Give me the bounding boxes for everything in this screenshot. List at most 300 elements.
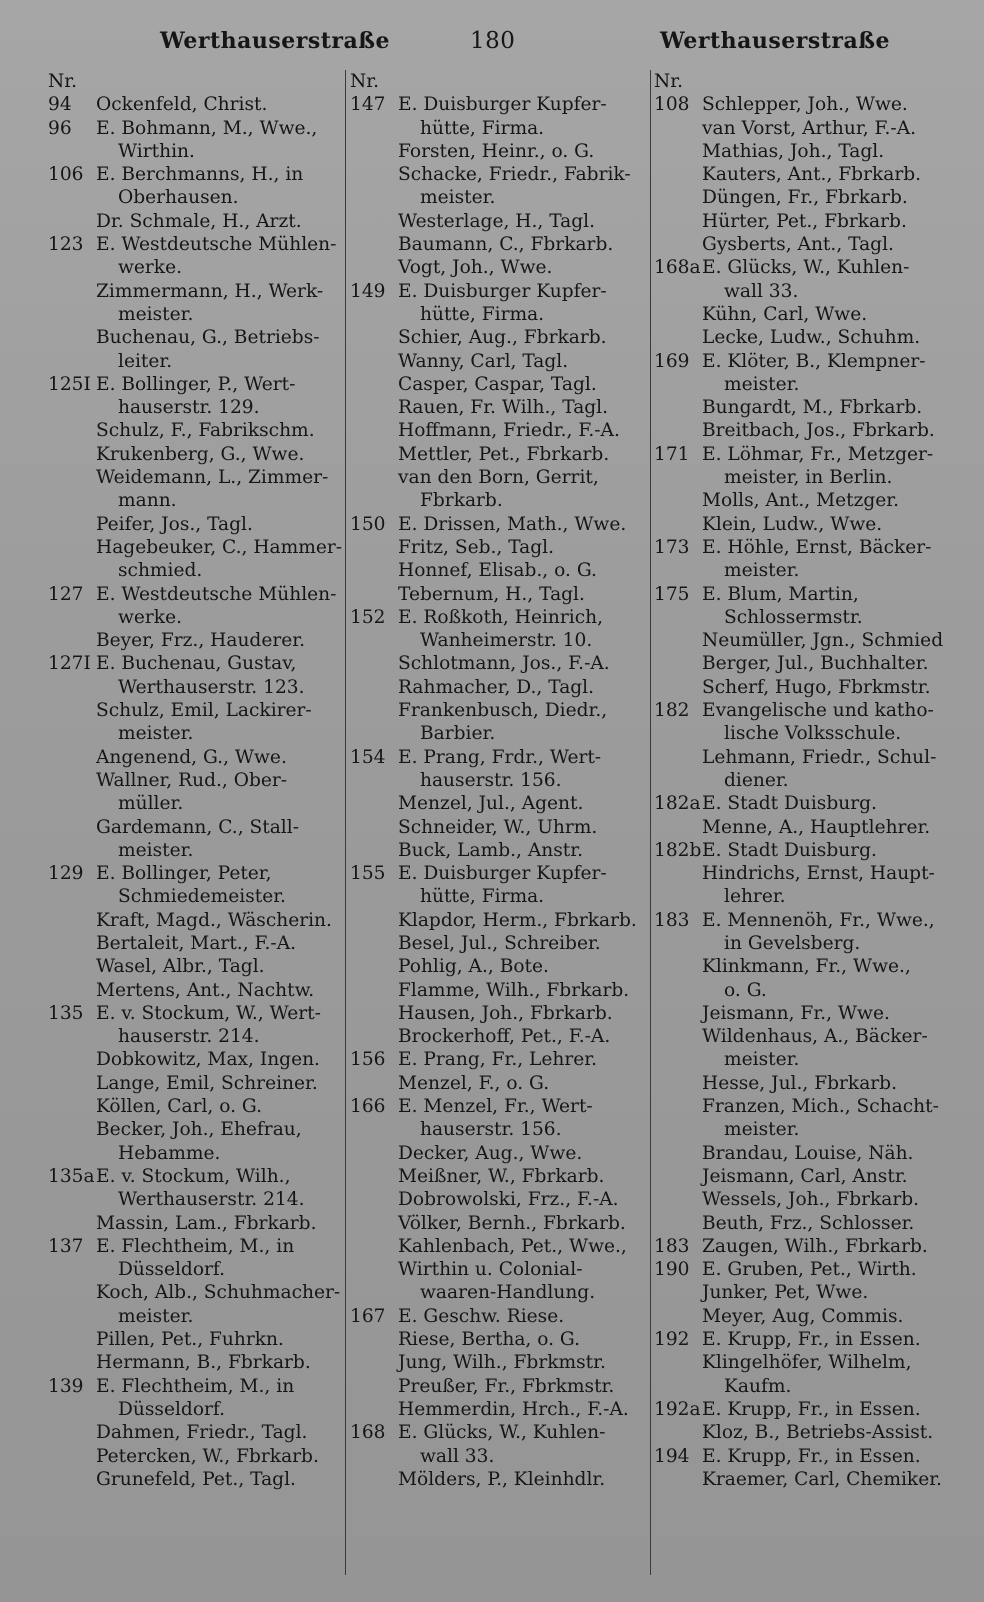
resident-entry: Wanny, Carl, Tagl.	[398, 350, 569, 372]
house-number: 127	[48, 583, 84, 605]
resident-entry: Dobkowitz, Max, Ingen.	[96, 1049, 320, 1071]
directory-line	[350, 443, 650, 466]
house-number: Nr.	[48, 71, 78, 92]
house-number: 96	[48, 117, 72, 139]
resident-entry: E. Flechtheim, M., in	[96, 1375, 295, 1397]
house-number: 183	[654, 909, 690, 931]
resident-entry: Mettler, Pet., Fbrkarb.	[398, 443, 610, 465]
resident-entry: Kloz, B., Betriebs-Assist.	[702, 1422, 934, 1444]
directory-line	[350, 816, 650, 839]
directory-line	[654, 210, 954, 233]
directory-line	[654, 1072, 954, 1095]
resident-entry: meister.	[724, 560, 800, 582]
resident-entry: Preußer, Fr., Fbrkmstr.	[398, 1375, 615, 1397]
resident-entry: Kauters, Ant., Fbrkarb.	[702, 164, 922, 186]
directory-line	[48, 1421, 338, 1444]
directory-line	[48, 93, 338, 116]
house-number: 156	[350, 1049, 386, 1071]
resident-entry: meister.	[118, 1305, 194, 1327]
resident-entry: Kühn, Carl, Wwe.	[702, 303, 868, 325]
directory-line	[48, 722, 338, 745]
house-number: 139	[48, 1375, 84, 1397]
header-street-right: Werthauserstraße	[660, 28, 890, 54]
resident-entry: E. Menzel, Fr., Wert-	[398, 1096, 593, 1118]
directory-line	[48, 210, 338, 233]
directory-line	[48, 1281, 341, 1304]
resident-entry: Wirthin u. Colonial-	[398, 1259, 583, 1281]
resident-entry: E. Glücks, W., Kuhlen-	[702, 257, 910, 279]
resident-entry: Petercken, W., Fbrkarb.	[96, 1445, 319, 1467]
resident-entry: van Vorst, Arthur, F.-A.	[702, 117, 917, 139]
directory-line	[48, 583, 338, 606]
directory-line	[350, 1445, 650, 1468]
resident-entry: Mertens, Ant., Nachtw.	[96, 979, 315, 1001]
resident-entry: Lehmann, Friedr., Schul-	[702, 746, 937, 768]
directory-line	[48, 1375, 338, 1398]
directory-line	[350, 909, 650, 932]
directory-line	[654, 699, 954, 722]
directory-line	[654, 676, 954, 699]
house-number: 167	[350, 1305, 386, 1327]
directory-line	[350, 979, 650, 1002]
resident-entry: schmied.	[118, 560, 203, 582]
directory-line	[48, 1025, 338, 1048]
house-number: 155	[350, 863, 386, 885]
directory-line	[350, 885, 650, 908]
resident-entry: E. Flechtheim, M., in	[96, 1235, 295, 1257]
resident-entry: Junker, Pet, Wwe.	[702, 1282, 869, 1304]
resident-entry: Fbrkarb.	[420, 490, 503, 512]
resident-entry: hütte, Firma.	[420, 117, 545, 139]
resident-entry: E. Westdeutsche Mühlen-	[96, 583, 337, 605]
resident-entry: leiter.	[118, 350, 173, 372]
resident-entry: E. Drissen, Math., Wwe.	[398, 513, 627, 535]
resident-entry: meister.	[724, 1119, 800, 1141]
directory-line	[654, 1375, 954, 1398]
directory-line	[48, 396, 338, 419]
directory-line	[48, 1328, 338, 1351]
resident-entry: Schacke, Friedr., Fabrik-	[398, 164, 631, 186]
resident-entry: E. Krupp, Fr., in Essen.	[702, 1445, 921, 1467]
resident-entry: Klein, Ludw., Wwe.	[702, 513, 883, 535]
directory-line	[350, 256, 650, 279]
resident-entry: lehrer.	[724, 886, 786, 908]
directory-line	[654, 536, 954, 559]
resident-entry: Beuth, Frz., Schlosser.	[702, 1212, 915, 1234]
resident-entry: mann.	[118, 490, 177, 512]
column-divider	[345, 70, 346, 1575]
resident-entry: Zimmermann, H., Werk-	[96, 280, 324, 302]
house-number: 192	[654, 1329, 690, 1351]
house-number: 173	[654, 536, 690, 558]
directory-line	[654, 373, 954, 396]
directory-line	[350, 419, 650, 442]
resident-entry: Bungardt, M., Fbrkarb.	[702, 397, 923, 419]
directory-line	[48, 303, 338, 326]
resident-entry: hütte, Firma.	[420, 303, 545, 325]
directory-line	[350, 583, 650, 606]
house-number: 166	[350, 1096, 386, 1118]
resident-entry: Pohlig, A., Bote.	[398, 956, 549, 978]
directory-line	[350, 93, 650, 116]
resident-entry: lische Volksschule.	[724, 723, 902, 745]
resident-entry: Grunefeld, Pet., Tagl.	[96, 1468, 296, 1490]
resident-entry: Buck, Lamb., Anstr.	[398, 839, 584, 861]
directory-line	[48, 1048, 338, 1071]
directory-line	[350, 676, 650, 699]
resident-entry: Jung, Wilh., Fbrkmstr.	[398, 1352, 606, 1374]
directory-line	[654, 885, 954, 908]
directory-line	[654, 256, 954, 279]
directory-line	[654, 1002, 954, 1025]
resident-entry: Hürter, Pet., Fbrkarb.	[702, 210, 907, 232]
directory-line	[48, 1305, 338, 1328]
resident-entry: Koch, Alb., Schuhmacher-	[96, 1282, 341, 1304]
resident-entry: E. Bollinger, Peter,	[96, 863, 272, 885]
resident-entry: Evangelische und katho-	[702, 700, 934, 722]
resident-entry: Lecke, Ludw., Schuhm.	[702, 327, 921, 349]
page-number: 180	[470, 28, 516, 54]
directory-line	[350, 1351, 650, 1374]
directory-line	[350, 606, 650, 629]
directory-line	[654, 233, 954, 256]
directory-line	[48, 1142, 338, 1165]
directory-line	[654, 443, 954, 466]
directory-line	[48, 699, 338, 722]
house-number: 149	[350, 280, 386, 302]
resident-entry: Dahmen, Friedr., Tagl.	[96, 1422, 308, 1444]
house-number: 168	[350, 1422, 386, 1444]
directory-line	[654, 955, 954, 978]
directory-line	[350, 350, 650, 373]
resident-entry: Schier, Aug., Fbrkarb.	[398, 327, 607, 349]
directory-line	[48, 466, 338, 489]
resident-entry: E. Prang, Frdr., Wert-	[398, 746, 602, 768]
house-number: 154	[350, 746, 386, 768]
directory-line	[654, 862, 954, 885]
directory-line	[350, 1468, 650, 1491]
page-header	[0, 22, 984, 58]
directory-line	[350, 1212, 650, 1235]
house-number: 194	[654, 1445, 690, 1467]
directory-line	[48, 1165, 338, 1188]
resident-entry: Schmiedemeister.	[118, 886, 286, 908]
directory-line	[654, 583, 954, 606]
resident-entry: Kaufm.	[724, 1375, 792, 1397]
house-number: Nr.	[350, 71, 380, 92]
resident-entry: Westerlage, H., Tagl.	[398, 210, 596, 232]
resident-entry: Schlossermstr.	[724, 606, 863, 628]
resident-entry: Scherf, Hugo, Fbrkmstr.	[702, 676, 931, 698]
resident-entry: meister.	[420, 187, 496, 209]
directory-line	[48, 373, 338, 396]
directory-line	[350, 186, 650, 209]
directory-line	[654, 326, 954, 349]
directory-line	[350, 1025, 650, 1048]
directory-line	[654, 629, 954, 652]
resident-entry: Vogt, Joh., Wwe.	[398, 257, 553, 279]
resident-entry: Brandau, Louise, Näh.	[702, 1142, 914, 1164]
directory-line	[48, 1468, 338, 1491]
resident-entry: Krukenberg, G., Wwe.	[96, 443, 305, 465]
directory-line	[654, 1328, 954, 1351]
resident-entry: Kraft, Magd., Wäscherin.	[96, 909, 332, 931]
house-number: 123	[48, 234, 84, 256]
directory-line	[350, 233, 650, 256]
directory-line	[654, 559, 954, 582]
directory-line	[350, 117, 650, 140]
directory-line	[654, 513, 954, 536]
directory-line	[654, 652, 954, 675]
directory-line	[48, 1212, 338, 1235]
resident-entry: Düsseldorf.	[118, 1398, 226, 1420]
directory-line	[350, 862, 650, 885]
resident-entry: Werthauserstr. 214.	[118, 1189, 305, 1211]
resident-entry: E. Glücks, W., Kuhlen-	[398, 1422, 606, 1444]
directory-line	[654, 1305, 954, 1328]
resident-entry: Hermann, B., Fbrkarb.	[96, 1352, 311, 1374]
column-divider	[650, 70, 651, 1575]
house-number: 147	[350, 94, 386, 116]
resident-entry: Mathias, Joh., Tagl.	[702, 140, 885, 162]
directory-line	[654, 140, 954, 163]
resident-entry: Klinkmann, Fr., Wwe.,	[702, 956, 911, 978]
resident-entry: Meißner, W., Fbrkarb.	[398, 1165, 605, 1187]
directory-line	[350, 955, 650, 978]
directory-line	[350, 489, 650, 512]
resident-entry: meister.	[118, 723, 194, 745]
house-number: 183	[654, 1235, 690, 1257]
resident-entry: Forsten, Heinr., o. G.	[398, 140, 595, 162]
resident-entry: Menzel, F., o. G.	[398, 1072, 550, 1094]
resident-entry: E. Höhle, Ernst, Bäcker-	[702, 536, 932, 558]
directory-line	[654, 839, 954, 862]
house-number: 182a	[654, 793, 701, 815]
directory-line	[350, 1142, 650, 1165]
directory-line	[654, 466, 954, 489]
resident-entry: Massin, Lam., Fbrkarb.	[96, 1212, 317, 1234]
directory-line	[48, 513, 338, 536]
house-number: 106	[48, 164, 84, 186]
house-number: 94	[48, 94, 72, 116]
directory-line	[654, 489, 954, 512]
header-street-left: Werthauserstraße	[160, 28, 390, 54]
resident-entry: E. v. Stockum, Wilh.,	[96, 1165, 291, 1187]
directory-line	[48, 1445, 338, 1468]
directory-line	[48, 419, 338, 442]
resident-entry: Düngen, Fr., Fbrkarb.	[702, 187, 908, 209]
resident-entry: wall 33.	[420, 1445, 495, 1467]
directory-line	[654, 792, 954, 815]
resident-entry: Beyer, Frz., Hauderer.	[96, 630, 305, 652]
resident-entry: Tebernum, H., Tagl.	[398, 583, 585, 605]
directory-line	[350, 326, 650, 349]
directory-line	[48, 979, 338, 1002]
directory-line	[350, 536, 650, 559]
resident-entry: Hemmerdin, Hrch., F.-A.	[398, 1398, 629, 1420]
directory-line	[48, 792, 338, 815]
resident-entry: E. Stadt Duisburg.	[702, 839, 877, 861]
resident-entry: Angenend, G., Wwe.	[96, 746, 287, 768]
resident-entry: Frankenbusch, Diedr.,	[398, 700, 608, 722]
directory-line	[350, 1188, 650, 1211]
resident-entry: E. Berchmanns, H., in	[96, 164, 304, 186]
resident-entry: hauserstr. 156.	[420, 769, 562, 791]
directory-line	[48, 163, 338, 186]
resident-entry: Decker, Aug., Wwe.	[398, 1142, 583, 1164]
directory-line	[48, 233, 338, 256]
resident-entry: E. Bollinger, P., Wert-	[96, 373, 296, 395]
house-number: 137	[48, 1235, 84, 1257]
directory-line	[654, 1468, 954, 1491]
directory-line	[350, 303, 650, 326]
directory-line	[654, 280, 954, 303]
directory-line	[48, 955, 338, 978]
resident-entry: hauserstr. 156.	[420, 1119, 562, 1141]
directory-line	[654, 1048, 954, 1071]
directory-line	[350, 839, 650, 862]
resident-entry: E. Buchenau, Gustav,	[96, 653, 297, 675]
resident-entry: E. Krupp, Fr., in Essen.	[702, 1329, 921, 1351]
directory-line	[654, 93, 954, 116]
house-number: 129	[48, 863, 84, 885]
directory-line	[48, 489, 338, 512]
resident-entry: Hausen, Joh., Fbrkarb.	[398, 1002, 613, 1024]
resident-entry: Rahmacher, D., Tagl.	[398, 676, 595, 698]
resident-entry: Schneider, W., Uhrm.	[398, 816, 598, 838]
resident-entry: Hesse, Jul., Fbrkarb.	[702, 1072, 897, 1094]
directory-line	[350, 140, 650, 163]
resident-entry: Baumann, C., Fbrkarb.	[398, 234, 614, 256]
directory-line	[48, 606, 338, 629]
resident-entry: E. Gruben, Pet., Wirth.	[702, 1259, 917, 1281]
directory-line	[48, 839, 338, 862]
directory-line	[654, 722, 954, 745]
directory-line	[48, 140, 338, 163]
directory-line	[654, 350, 954, 373]
resident-entry: Becker, Joh., Ehefrau,	[96, 1119, 302, 1141]
resident-entry: E. Duisburger Kupfer-	[398, 280, 607, 302]
directory-line	[350, 373, 650, 396]
resident-entry: waaren-Handlung.	[420, 1282, 596, 1304]
resident-entry: Flamme, Wilh., Fbrkarb.	[398, 979, 630, 1001]
directory-line	[48, 1002, 338, 1025]
directory-line	[654, 1025, 954, 1048]
resident-entry: Klingelhöfer, Wilhelm,	[702, 1352, 912, 1374]
directory-line	[350, 163, 650, 186]
resident-entry: E. Duisburger Kupfer-	[398, 863, 607, 885]
directory-line	[48, 652, 338, 675]
directory-line	[654, 1212, 954, 1235]
resident-entry: meister.	[724, 373, 800, 395]
directory-line	[654, 1188, 954, 1211]
resident-entry: Wanheimerstr. 10.	[420, 630, 593, 652]
resident-entry: E. Westdeutsche Mühlen-	[96, 234, 337, 256]
resident-entry: Jeismann, Carl, Anstr.	[702, 1165, 908, 1187]
directory-line	[48, 816, 338, 839]
house-number: Nr.	[654, 71, 684, 92]
resident-entry: Menne, A., Hauptlehrer.	[702, 816, 931, 838]
resident-entry: Breitbach, Jos., Fbrkarb.	[702, 420, 935, 442]
resident-entry: Buchenau, G., Betriebs-	[96, 327, 320, 349]
resident-entry: Barbier.	[420, 723, 496, 745]
directory-line	[48, 186, 338, 209]
directory-line	[350, 466, 650, 489]
resident-entry: Düsseldorf.	[118, 1259, 226, 1281]
directory-line	[654, 746, 954, 769]
resident-entry: werke.	[118, 606, 182, 628]
resident-entry: Lange, Emil, Schreiner.	[96, 1072, 318, 1094]
column-3	[654, 70, 954, 1491]
resident-entry: Wildenhaus, A., Bäcker-	[702, 1026, 928, 1048]
resident-entry: E. Löhmar, Fr., Metzger-	[702, 443, 934, 465]
directory-line	[48, 1258, 338, 1281]
directory-line	[350, 1328, 650, 1351]
house-number: 127I	[48, 653, 91, 675]
resident-entry: Zaugen, Wilh., Fbrkarb.	[702, 1235, 928, 1257]
directory-line	[654, 1445, 954, 1468]
directory-line	[48, 769, 338, 792]
directory-line	[48, 1235, 338, 1258]
resident-entry: o. G.	[724, 979, 767, 1001]
directory-line	[654, 396, 954, 419]
directory-line	[654, 932, 954, 955]
resident-entry: van den Born, Gerrit,	[398, 467, 599, 489]
resident-entry: Molls, Ant., Metzger.	[702, 490, 900, 512]
directory-line	[48, 1351, 338, 1374]
directory-line	[350, 1118, 650, 1141]
directory-line	[654, 1258, 954, 1281]
directory-line	[48, 536, 343, 559]
resident-entry: Wallner, Rud., Ober-	[96, 769, 288, 791]
directory-line	[654, 1095, 954, 1118]
house-number: 192a	[654, 1398, 701, 1420]
resident-entry: Riese, Bertha, o. G.	[398, 1329, 581, 1351]
resident-entry: Schlotmann, Jos., F.-A.	[398, 653, 610, 675]
resident-entry: E. Stadt Duisburg.	[702, 793, 877, 815]
resident-entry: Völker, Bernh., Fbrkarb.	[398, 1212, 626, 1234]
directory-line	[350, 1048, 650, 1071]
resident-entry: Gardemann, C., Stall-	[96, 816, 299, 838]
resident-entry: in Gevelsberg.	[724, 932, 861, 954]
directory-line	[654, 117, 954, 140]
directory-line	[654, 70, 954, 93]
directory-line	[350, 396, 650, 419]
directory-line	[48, 70, 338, 93]
directory-line	[350, 1281, 650, 1304]
house-number: 182	[654, 700, 690, 722]
resident-entry: müller.	[118, 793, 184, 815]
resident-entry: Hindrichs, Ernst, Haupt-	[702, 863, 935, 885]
directory-line	[48, 280, 338, 303]
resident-entry: Fritz, Seb., Tagl.	[398, 536, 555, 558]
resident-entry: Peifer, Jos., Tagl.	[96, 513, 253, 535]
directory-line	[654, 1421, 954, 1444]
directory-line	[48, 1398, 338, 1421]
resident-entry: Besel, Jul., Schreiber.	[398, 932, 601, 954]
resident-entry: Jeismann, Fr., Wwe.	[702, 1002, 890, 1024]
directory-line	[48, 1118, 338, 1141]
directory-line	[654, 769, 954, 792]
directory-line	[350, 70, 650, 93]
directory-line	[350, 1305, 650, 1328]
directory-line	[350, 932, 650, 955]
resident-entry: meister, in Berlin.	[724, 467, 893, 489]
resident-entry: Brockerhoff, Pet., F.-A.	[398, 1026, 611, 1048]
resident-entry: Weidemann, L., Zimmer-	[96, 467, 329, 489]
directory-line	[654, 606, 954, 629]
directory-line	[48, 932, 338, 955]
